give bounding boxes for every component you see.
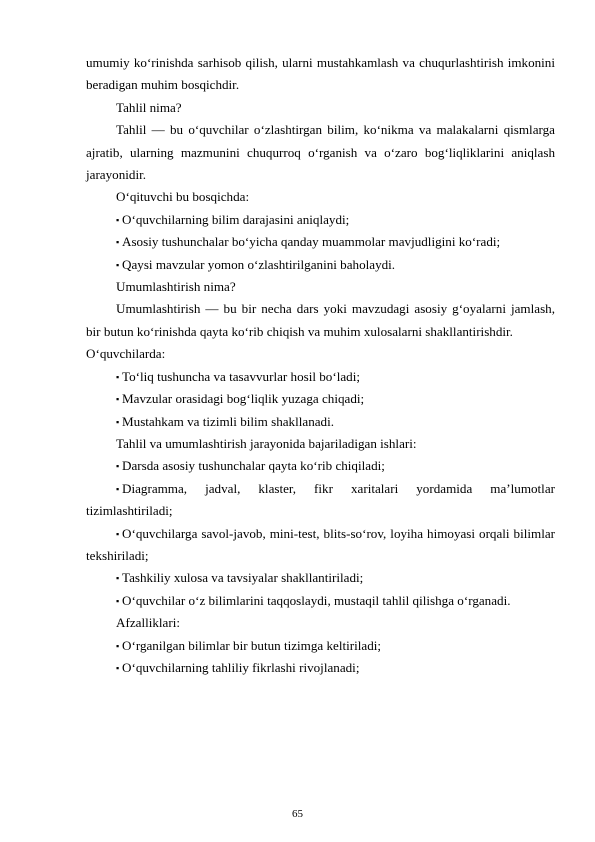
bullet-item: [86, 388, 555, 410]
bullet-item: [86, 411, 555, 433]
paragraph: Afzalliklari:: [116, 615, 180, 631]
bullet-icon: ▪: [116, 483, 120, 494]
bullet-icon: ▪: [116, 662, 120, 673]
bullet-icon: ▪: [116, 371, 120, 382]
bullet-icon: ▪: [116, 595, 120, 606]
bullet-text: Diagramma, jadval, klaster, fikr xaritalari yordamida ma’lumotlar tizimlashtiriladi;: [86, 480, 555, 519]
bullet-item: [86, 657, 555, 679]
bullet-icon: ▪: [116, 237, 120, 248]
bullet-item: [86, 366, 555, 388]
bullet-item: [86, 523, 555, 568]
bullet-icon: ▪: [116, 214, 120, 225]
paragraph: Tahlil — bu o‘quvchilar o‘zlashtirgan bilim, ko‘nikma va malakalarni qismlarga ajratib, ularning mazmunini chuqurroq o‘rganish va o‘zaro bog‘liqliklarini aniqlash jarayonidir.: [86, 122, 555, 183]
bullet-text: Mavzular orasidagi bog‘liqlik yuzaga chiqadi;: [122, 391, 365, 407]
paragraph: O‘qituvchi bu bosqichda:: [116, 189, 250, 205]
paragraph: Tahlil va umumlashtirish jarayonida bajariladigan ishlari:: [116, 435, 417, 451]
bullet-icon: ▪: [116, 528, 120, 539]
bullet-text: O‘quvchilarning bilim darajasini aniqlaydi;: [122, 211, 350, 227]
bullet-item: [86, 590, 555, 612]
bullet-item: [86, 567, 555, 589]
bullet-text: O‘quvchilarga savol-javob, mini-test, blits-so‘rov, loyiha himoyasi orqali bilimlar tekshiriladi;: [86, 525, 555, 563]
bullet-icon: ▪: [116, 640, 120, 651]
document-body: [86, 52, 555, 679]
bullet-item: [86, 209, 555, 231]
bullet-text: Tashkiliy xulosa va tavsiyalar shakllantiriladi;: [122, 570, 364, 586]
bullet-text: Qaysi mavzular yomon o‘zlashtirilganini baholaydi.: [122, 256, 396, 272]
bullet-item: [86, 455, 555, 477]
bullet-text: Darsda asosiy tushunchalar qayta ko‘rib chiqiladi;: [122, 458, 385, 474]
bullet-text: To‘liq tushuncha va tasavvurlar hosil bo‘ladi;: [122, 368, 360, 384]
paragraph: umumiy ko‘rinishda sarhisob qilish, ularni mustahkamlash va chuqurlashtirish imkonini beradigan muhim bosqichdir.: [86, 55, 555, 93]
bullet-icon: ▪: [116, 416, 120, 427]
paragraph: Umumlashtirish — bu bir necha dars yoki mavzudagi asosiy g‘oyalarni jamlash, bir butun ko‘rinishda qayta ko‘rib chiqish va muhim xulosalarni shakllantirishdir.: [86, 301, 555, 339]
bullet-item: [86, 254, 555, 276]
bullet-text: O‘quvchilar o‘z bilimlarini taqqoslaydi, mustaqil tahlil qilishga o‘rganadi.: [122, 592, 511, 608]
bullet-text: O‘quvchilarning tahliliy fikrlashi rivojlanadi;: [122, 659, 360, 675]
bullet-text: O‘rganilgan bilimlar bir butun tizimga keltiriladi;: [122, 637, 382, 653]
bullet-text: Mustahkam va tizimli bilim shakllanadi.: [122, 413, 335, 429]
bullet-icon: ▪: [116, 394, 120, 405]
paragraph: Tahlil nima?: [116, 99, 182, 115]
bullet-item: [86, 231, 555, 253]
paragraph: Umumlashtirish nima?: [116, 279, 236, 295]
bullet-item: [86, 478, 555, 523]
page-number: 65: [292, 808, 303, 820]
bullet-icon: ▪: [116, 573, 120, 584]
bullet-icon: ▪: [116, 461, 120, 472]
bullet-icon: ▪: [116, 259, 120, 270]
paragraph: O‘quvchilarda:: [86, 346, 166, 362]
bullet-item: [86, 635, 555, 657]
bullet-text: Asosiy tushunchalar bo‘yicha qanday muammolar mavjudligini ko‘radi;: [122, 234, 501, 250]
